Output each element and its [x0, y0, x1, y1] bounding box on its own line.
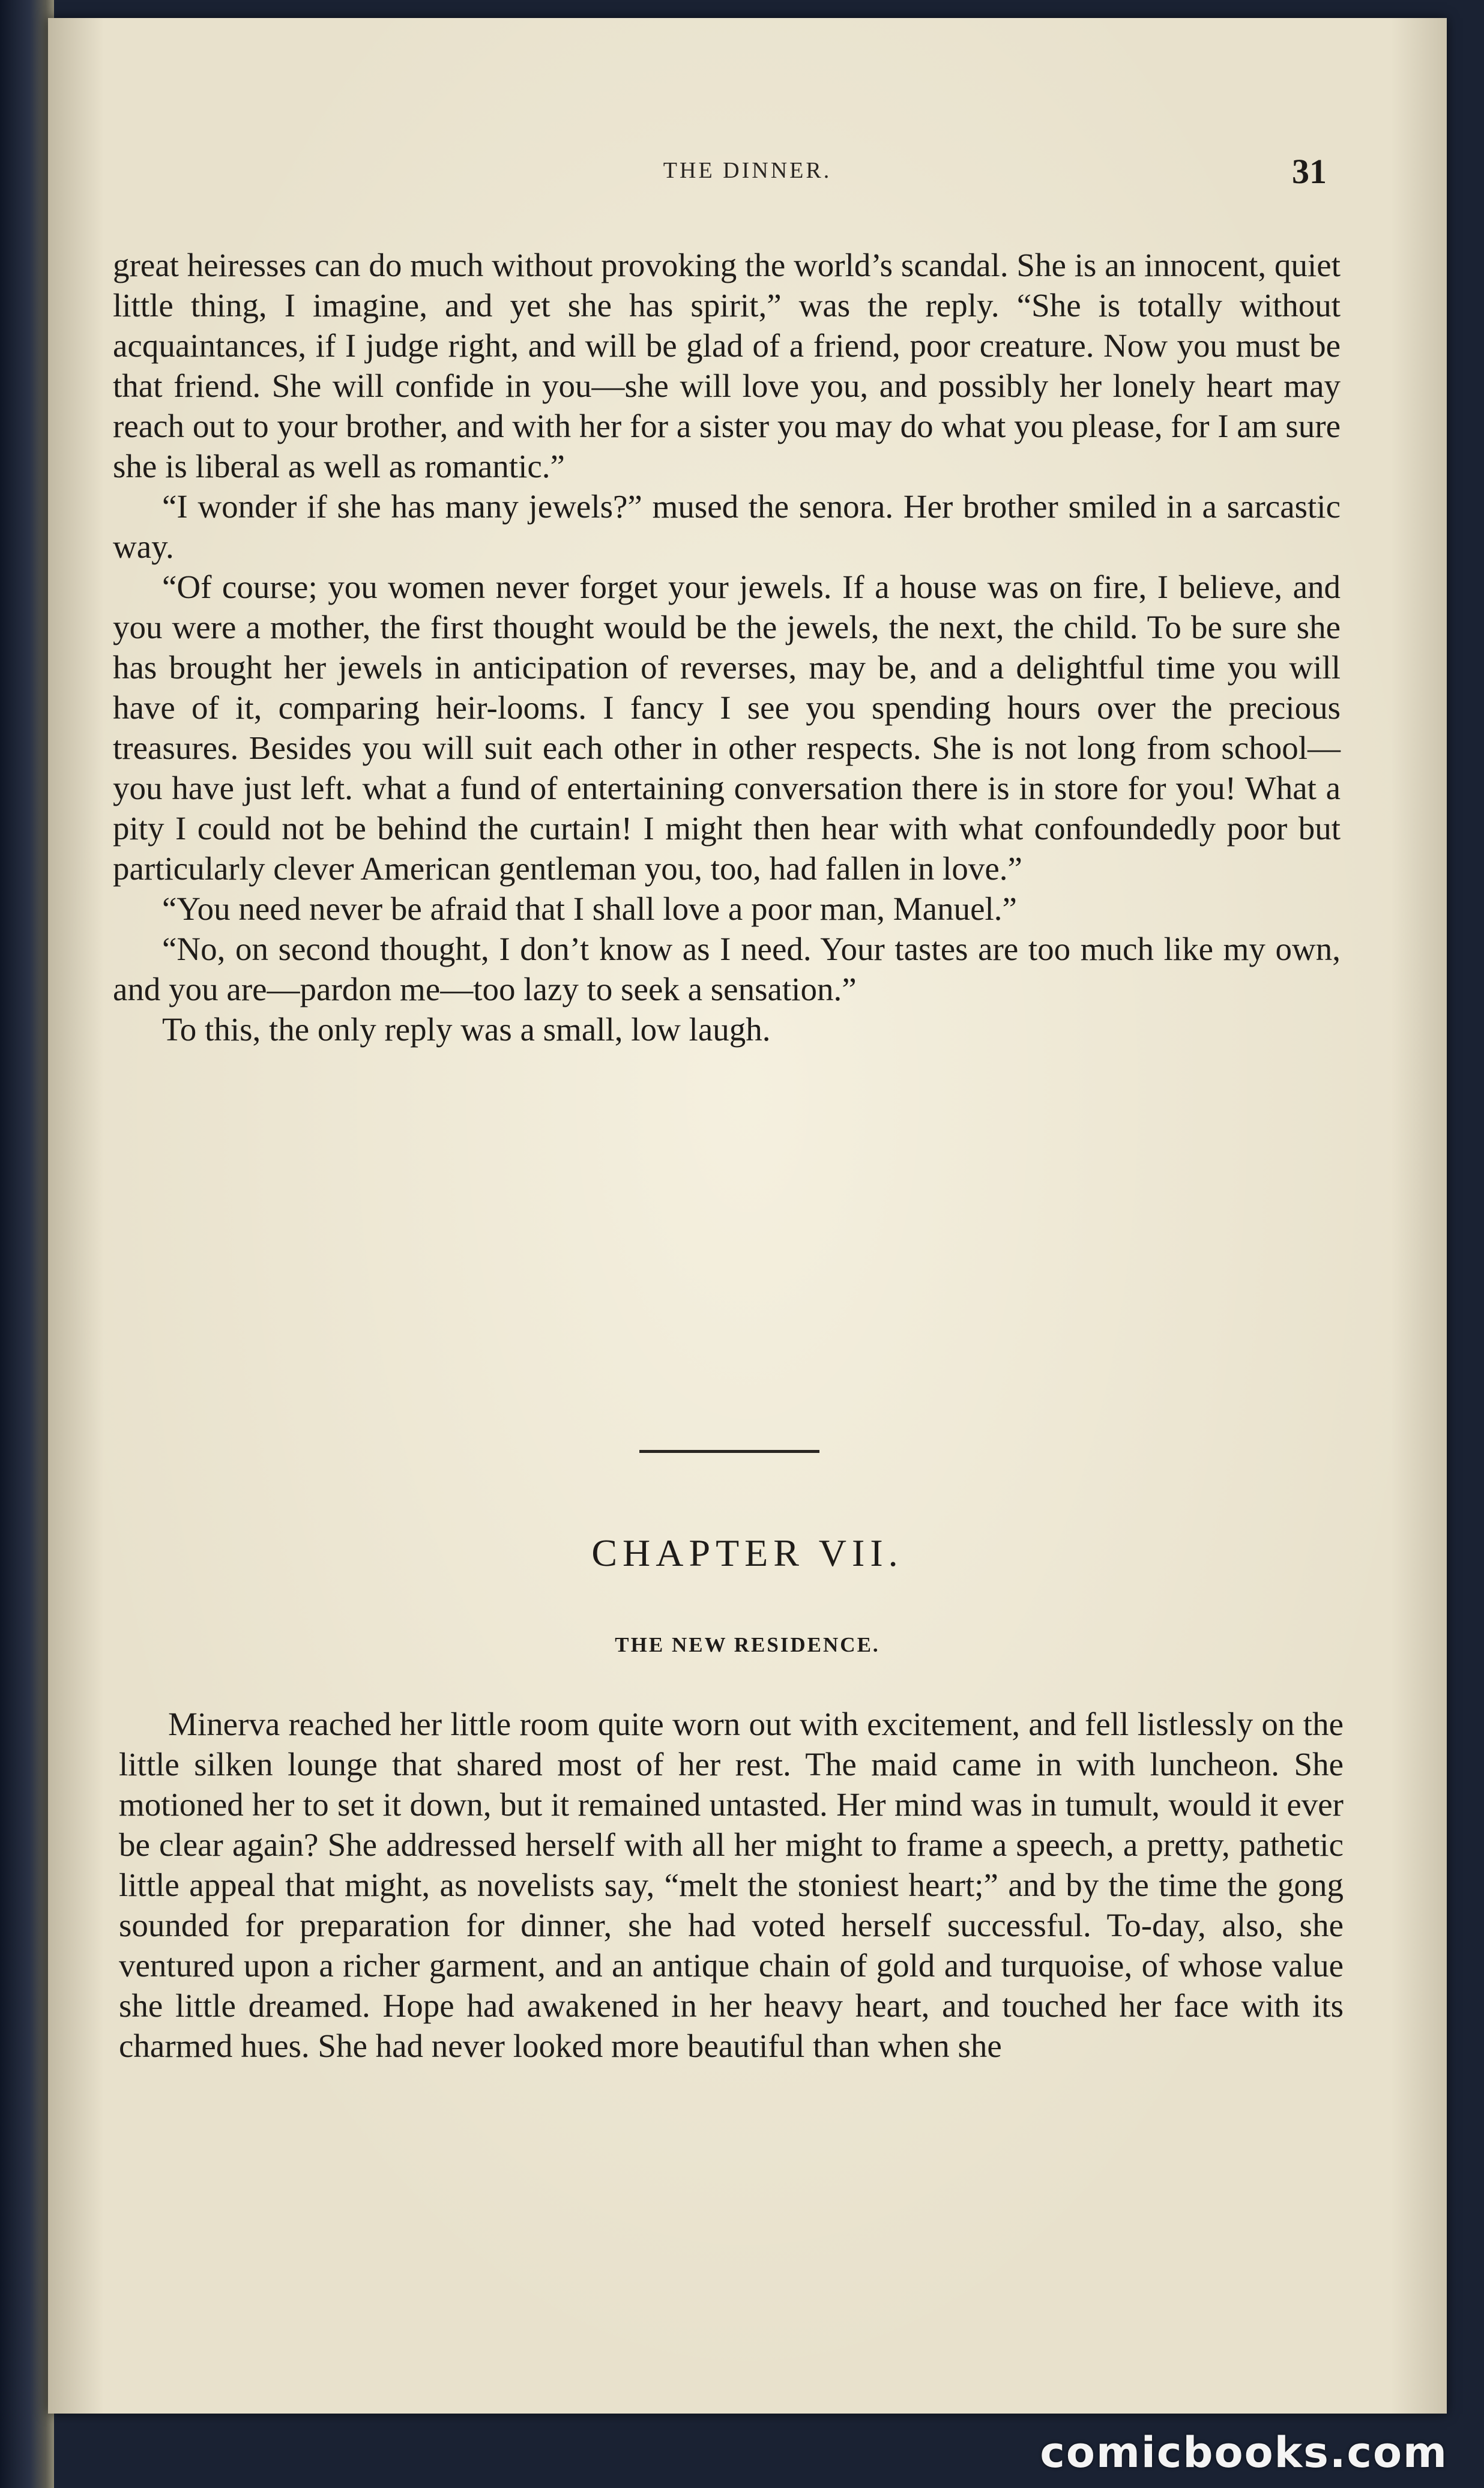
paragraph: To this, the only reply was a small, low laugh. — [162, 1011, 771, 1048]
paragraph: “Of course; you women never forget your jewels. If a house was on fire, I believe, and you were a mother, the first thought would be the jewels, the next, the child. To be sure she has brought her jewels in anticipation of reverses, may be, and a delightful time you will have of it, comparing heir-looms. I fancy I see you spending hours over the precious treasures. Besides you will suit each other in other respects. She is not long from school—you have just left. what a fund of entertaining conversation there is in store for you! What a pity I could not be behind the curtain! I might then hear with what confoundedly poor but particularly clever American gentleman you, too, had fallen in love.” — [113, 569, 1341, 887]
running-title: THE DINNER. — [663, 158, 832, 183]
chapter-text — [119, 1704, 1344, 2066]
paragraph: Minerva reached her little room quite worn out with excitement, and fell listlessly on the little silken lounge that shared most of her rest. The maid came in with luncheon. She motioned her to set it down, but it remained untasted. Her mind was in tumult, would it ever be clear again? She addressed herself with all her might to frame a speech, a pretty, pathetic little appeal that might, as novelists say, “melt the stoniest heart;” and by the time the gong sounded for preparation for dinner, she had voted herself successful. To-day, also, she ventured upon a richer garment, and an antique chain of gold and turquoise, of whose value she little dreamed. Hope had awakened in her heavy heart, and touched her face with its charmed hues. She had never looked more beautiful than when she — [119, 1706, 1344, 2064]
book-binding-edge — [0, 0, 54, 2488]
book-page — [48, 18, 1447, 2414]
paragraph: great heiresses can do much without provoking the world’s scandal. She is an innocent, quiet little thing, I imagine, and yet she has spirit,” was the reply. “She is totally without acquaintances, if I judge right, and will be glad of a friend, poor creature. Now you must be that friend. She will confide in you—she will love you, and possibly her lonely heart may reach out to your brother, and with her for a sister you may do what you please, for I am sure she is liberal as well as romantic.” — [113, 247, 1341, 485]
paragraph: “I wonder if she has many jewels?” mused the senora. Her brother smiled in a sarcastic way. — [113, 488, 1341, 565]
chapter-title: CHAPTER VII. — [591, 1532, 903, 1574]
body-text — [113, 245, 1341, 1049]
watermark-logo: comicbooks.com — [1040, 2428, 1448, 2477]
paragraph: “You need never be afraid that I shall love a poor man, Manuel.” — [162, 890, 1017, 927]
section-divider — [639, 1450, 819, 1453]
running-head — [48, 152, 1447, 199]
paragraph: “No, on second thought, I don’t know as I need. Your tastes are too much like my own, and you are—pardon me—too lazy to seek a sensation.” — [113, 931, 1341, 1007]
section-title: THE NEW RESIDENCE. — [615, 1633, 880, 1656]
page-number: 31 — [1292, 152, 1327, 191]
